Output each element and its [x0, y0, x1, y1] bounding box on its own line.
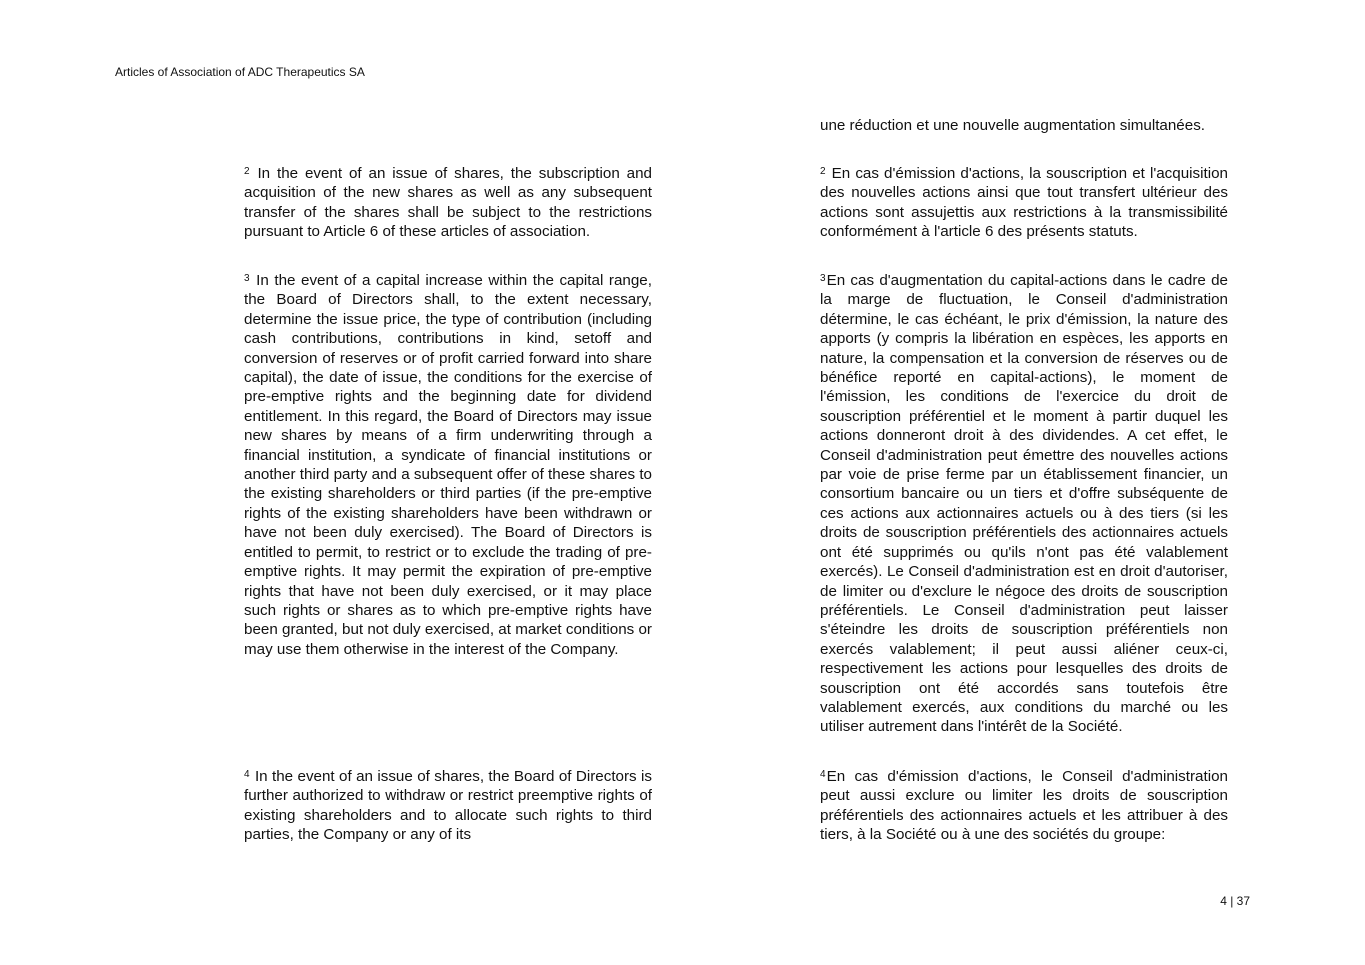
- en-paragraph-2-text: In the event of an issue of shares, the subscription and acquisition of the new shares as well as any subsequent transfer of the shares shall be subject to the restrictions pursuant to Article 6 of these articles of association.: [244, 165, 652, 241]
- en-paragraph-2-number: 2: [244, 166, 250, 177]
- page-number: 4 | 37: [1220, 894, 1250, 908]
- fr-paragraph-2-text: En cas d'émission d'actions, la souscription et l'acquisition des nouvelles actions ainsi que tout transfert ultérieur des actions sont assujettis aux restrictions à la transmissibilité conformément à l'article 6 des présents statuts.: [820, 165, 1228, 241]
- fr-paragraph-4: [820, 767, 1228, 845]
- en-paragraph-3-number: 3: [244, 273, 250, 284]
- en-paragraph-4-text: In the event of an issue of shares, the Board of Directors is further authorized to withdraw or restrict preemptive rights of existing shareholders and to allocate such rights to third parties, the Company or any of its: [244, 768, 652, 844]
- fr-paragraph-3: [820, 271, 1228, 737]
- fr-paragraph-4-number: 4: [820, 769, 826, 780]
- fr-continuation: une réduction et une nouvelle augmentation simultanées.: [820, 117, 1206, 134]
- fr-paragraph-4-text: En cas d'émission d'actions, le Conseil d'administration peut aussi exclure ou limiter les droits de souscription préférentiels des actionnaires actuels et les attribuer à des tiers, à la Société ou à une des sociétés du groupe:: [820, 768, 1228, 844]
- en-paragraph-3-text: In the event of a capital increase within the capital range, the Board of Directors shall, to the extent necessary, determine the issue price, the type of contribution (including cash contributions, contributions in kind, setoff and conversion of reserves or of profit carried forward into share capital), the date of issue, the conditions for the exercise of pre-emptive rights and the beginning date for dividend entitlement. In this regard, the Board of Directors may issue new shares by means of a firm underwriting through a financial institution, a syndicate of financial institutions or another third party and a subsequent offer of these shares to the existing shareholders or third parties (if the pre-emptive rights of the existing shareholders have been withdrawn or have not been duly exercised). The Board of Directors is entitled to permit, to restrict or to exclude the trading of pre-emptive rights. It may permit the expiration of pre-emptive rights that have not been duly exercised, or it may place such rights or shares as to which pre-emptive rights have been granted, but not duly exercised, at market conditions or may use them otherwise in the interest of the Company.: [244, 272, 652, 658]
- running-header: Articles of Association of ADC Therapeutics SA: [115, 65, 365, 79]
- fr-paragraph-3-number: 3: [820, 273, 826, 284]
- fr-paragraph-2-number: 2: [820, 166, 826, 177]
- fr-paragraph-2: [820, 164, 1228, 242]
- en-paragraph-2: [244, 164, 652, 242]
- en-paragraph-4-number: 4: [244, 769, 250, 780]
- en-paragraph-4: [244, 767, 652, 845]
- fr-paragraph-3-text: En cas d'augmentation du capital-actions dans le cadre de la marge de fluctuation, le Conseil d'administration détermine, le cas échéant, le prix d'émission, la nature des apports (y compris la libération en espèces, les apports en nature, la compensation et la conversion de réserves ou de bénéfice reporté en capital-actions), le moment de l'émission, les conditions de l'exercice du droit de souscription préférentiel et le moment à partir duquel les actions donneront droit à des dividendes. A cet effet, le Conseil d'administration peut émettre des nouvelles actions par voie de prise ferme par un établissement financier, un consortium bancaire ou un tiers et d'offre subséquente de ces actions aux actionnaires actuels ou à des tiers (si les droits de souscription préférentiels des actionnaires actuels ont été supprimés ou qu'ils n'ont pas été valablement exercés). Le Conseil d'administration est en droit d'autoriser, de limiter ou d'exclure le négoce des droits de souscription préférentiels. Le Conseil d'administration peut laisser s'éteindre les droits de souscription préférentiels non exercés valablement; il peut aussi aliéner ceux-ci, respectivement les actions pour lesquelles des droits de souscription ont été accordés sans toutefois être valablement exercés, aux conditions du marché ou les utiliser autrement dans l'intérêt de la Société.: [820, 272, 1228, 736]
- en-paragraph-3: [244, 271, 652, 659]
